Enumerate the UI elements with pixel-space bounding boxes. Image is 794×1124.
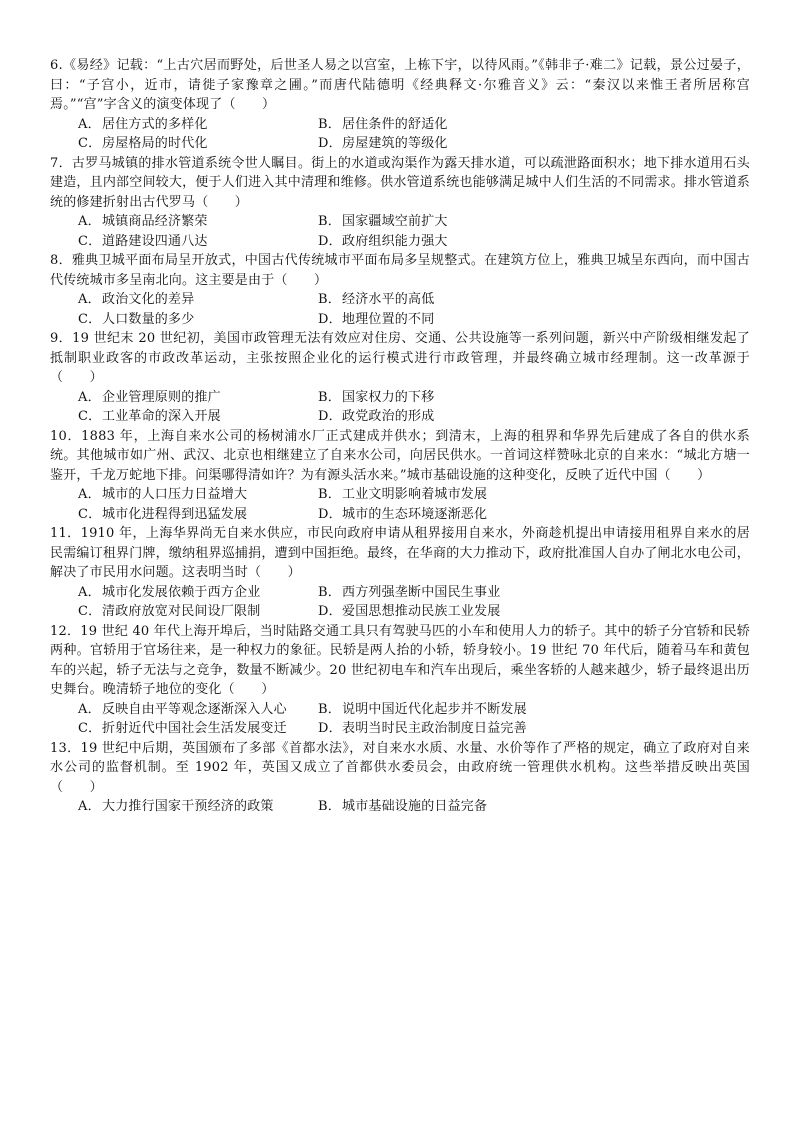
option-b[interactable]: B．说明中国近代化起步并不断发展 — [318, 701, 527, 717]
option-c[interactable]: C．人口数量的多少 — [78, 311, 195, 327]
option-c[interactable]: C．清政府放宽对民间设厂限制 — [78, 604, 261, 619]
question-stem — [50, 739, 750, 798]
option-b[interactable]: B．国家疆域空前扩大 — [318, 214, 448, 229]
question-text: 19 世纪末 20 世纪初，美国市政管理无法有效应对住房、交通、公共设施等一系列问题，新兴中产阶级相继发起了抵制职业政客的市政改革运动，主张按照企业化的运行模式进行市政管理，并最终确立城市经理制。这一改革源于（ ） — [50, 331, 750, 385]
question-11 — [50, 524, 750, 622]
option-a[interactable]: A．企业管理原则的推广 — [78, 389, 221, 405]
option-d[interactable]: D．房屋建筑的等级化 — [318, 136, 448, 151]
question-number: 9． — [50, 331, 73, 346]
options-group — [50, 212, 750, 251]
question-stem — [50, 56, 750, 115]
option-a[interactable]: A．城镇商品经济繁荣 — [78, 214, 208, 229]
question-number: 12． — [50, 623, 81, 639]
option-d[interactable]: D．爱国思想推动民族工业发展 — [318, 604, 501, 619]
question-number: 11． — [50, 526, 81, 541]
option-b[interactable]: B．工业文明影响着城市发展 — [318, 487, 488, 502]
question-7 — [50, 154, 750, 252]
options-group — [50, 797, 750, 817]
question-stem — [50, 154, 750, 213]
option-d[interactable]: D．地理位置的不同 — [318, 311, 435, 327]
option-a[interactable]: A．城市的人口压力日益增大 — [78, 487, 248, 502]
option-c[interactable]: C．折射近代中国社会生活发展变迁 — [78, 721, 287, 736]
question-text: 雅典卫城平面布局呈开放式，中国古代传统城市平面布局多呈规整式。在建筑方位上，雅典卫城呈东西向，而中国古代传统城市多呈南北向。这主要是由于（ ） — [50, 253, 751, 288]
question-stem — [50, 524, 750, 583]
question-13 — [50, 739, 750, 817]
question-stem — [50, 622, 750, 700]
exam-page — [50, 56, 750, 817]
option-d[interactable]: D．政党政治的形成 — [318, 409, 435, 424]
question-8 — [50, 251, 750, 329]
option-d[interactable]: D．政府组织能力强大 — [318, 233, 448, 249]
options-group — [50, 485, 750, 524]
options-group — [50, 115, 750, 154]
question-text: 古罗马城镇的排水管道系统令世人瞩目。街上的水道或沟渠作为露天排水道，可以疏泄路面积水；地下排水道用石头建造，且内部空间较大，便于人们进入其中清理和维修。供水管道系统也能够满足城中人们生活的不同需求。排水管道系统的修建折射出古代罗马（ ） — [50, 155, 751, 210]
option-d[interactable]: D．城市的生态环境逐渐恶化 — [318, 506, 488, 522]
question-number: 13． — [50, 740, 81, 756]
question-number: 8． — [50, 253, 72, 268]
option-d[interactable]: D．表明当时民主政治制度日益完善 — [318, 721, 527, 736]
option-a[interactable]: A．政治文化的差异 — [78, 292, 195, 307]
options-group — [50, 700, 750, 739]
question-number: 7． — [50, 155, 72, 171]
option-c[interactable]: C．城市化进程得到迅猛发展 — [78, 506, 248, 522]
question-9 — [50, 329, 750, 427]
option-a[interactable]: A．居住方式的多样化 — [78, 116, 208, 132]
option-c[interactable]: C．房屋格局的时代化 — [78, 136, 208, 151]
options-group — [50, 583, 750, 622]
option-c[interactable]: C．工业革命的深入开展 — [78, 409, 221, 424]
question-stem — [50, 427, 750, 486]
option-a[interactable]: A．反映自由平等观念逐渐深入人心 — [78, 701, 287, 717]
option-b[interactable]: B．城市基础设施的日益完备 — [318, 799, 488, 814]
option-b[interactable]: B．经济水平的高低 — [318, 292, 435, 307]
option-b[interactable]: B．国家权力的下移 — [318, 389, 435, 405]
question-stem — [50, 329, 750, 388]
question-10 — [50, 427, 750, 525]
question-6 — [50, 56, 750, 154]
option-b[interactable]: B．西方列强垄断中国民生事业 — [318, 584, 501, 600]
question-text: 1883 年，上海自来水公司的杨树浦水厂正式建成并供水；到清末，上海的租界和华界先后建成了各自的供水系统。其他城市如广州、武汉、北京也相继建立了自来水公司，向居民供水。一首词这样赞咏北京的自来水：“城北方塘一鉴开，千龙万蛇地下排。问渠哪得清如许？为有源头活水来。”城市基础设施的这种变化，反映了近代中国（ ） — [50, 428, 750, 483]
option-a[interactable]: A．城市化发展依赖于西方企业 — [78, 584, 261, 600]
question-stem — [50, 251, 750, 290]
question-number: 6. — [50, 58, 63, 73]
question-text: 19 世纪中后期，英国颁布了多部《首都水法》，对自来水水质、水量、水价等作了严格的规定，确立了政府对自来水公司的监督机制。至 1902 年，英国又成立了首都供水委员会，由政府统一管理供水机构。这些举措反映出英国（ ） — [50, 740, 750, 795]
question-text: 1910 年，上海华界尚无自来水供应，市民向政府申请从租界接用自来水，外商趁机提出申请接用租界自来水的居民需编订租界门牌，缴纳租界巡捕捐，遭到中国拒绝。最终，在华商的大力推动下，政府批准国人自办了闸北水电公司，解决了市民用水问题。这表明当时（ ） — [50, 526, 750, 580]
question-text: 《易经》记载：“上古穴居而野处，后世圣人易之以宫室，上栋下宇，以待风雨。”《韩非子·难二》记载，景公过晏子，曰：“子宫小，近市，请徙子家豫章之圃。”而唐代陆德明《经典释文·尔雅音义》云：“秦汉以来惟王者所居称宫焉。”“宫”字含义的演变体现了（ ） — [50, 58, 750, 112]
options-group — [50, 388, 750, 427]
option-a[interactable]: A．大力推行国家干预经济的政策 — [78, 799, 274, 814]
question-number: 10． — [50, 428, 82, 444]
question-12 — [50, 622, 750, 739]
option-c[interactable]: C．道路建设四通八达 — [78, 233, 208, 249]
options-group — [50, 290, 750, 329]
option-b[interactable]: B．居住条件的舒适化 — [318, 116, 448, 132]
question-text: 19 世纪 40 年代上海开埠后，当时陆路交通工具只有驾驶马匹的小车和使用人力的轿子。其中的轿子分官轿和民轿两种。官轿用于官场往来，是一种权力的象征。民轿是两人抬的小轿，轿身较小。19 世纪 70 年代后，随着马车和黄包车的兴起，轿子无法与之竞争，数量不断减少。20 世纪初电车和汽车出现后，乘坐客轿的人越来越少，轿子最终退出历史舞台。晚清轿子地位的变化（ ） — [50, 623, 750, 697]
